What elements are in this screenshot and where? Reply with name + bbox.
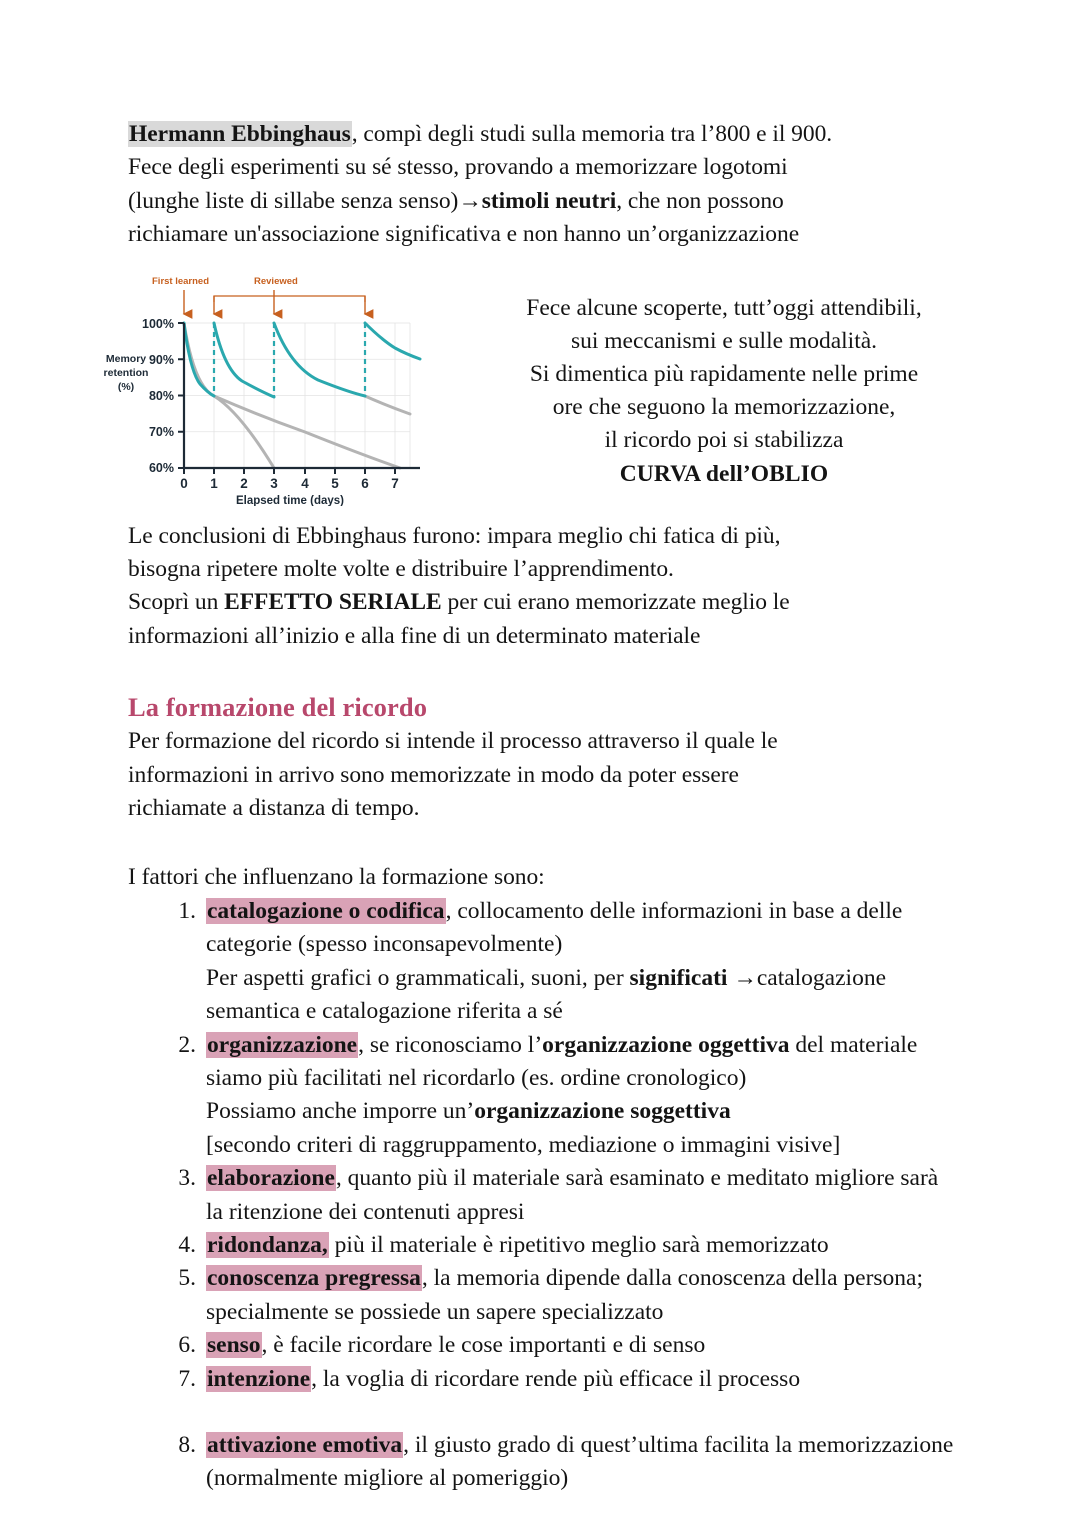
concl-line1: Le conclusioni di Ebbinghaus furono: impara meglio chi fatica di più, (128, 522, 781, 549)
concl-line2: bisogna ripetere molte volte e distribuire l’apprendimento. (128, 556, 674, 583)
side-line3: Si dimentica più rapidamente nelle prime (529, 361, 919, 388)
factor-term: senso (207, 1332, 261, 1359)
organizzazione-soggettiva-bold: organizzazione soggettiva (474, 1098, 731, 1125)
concl-line3-a: Scoprì un (128, 589, 225, 616)
section-body-line3: richiamate a distanza di tempo. (128, 795, 420, 822)
factor-term: elaborazione (207, 1165, 335, 1192)
list-item (128, 1429, 960, 1496)
factor-term: ridondanza, (207, 1231, 328, 1258)
chart-gridlines (184, 323, 410, 468)
section-body-line1: Per formazione del ricordo si intende il processo attraverso il quale le (128, 728, 778, 755)
organizzazione-oggettiva-bold: organizzazione oggettiva (542, 1031, 790, 1058)
factors-list (128, 895, 960, 1496)
annotation-reviewed: Reviewed (254, 275, 298, 287)
factor-term: attivazione emotiva (207, 1431, 403, 1458)
factors-intro: I fattori che influenzano la formazione sono: (128, 864, 545, 891)
factor-rest: , la voglia di ricordare rende più efficace il processo (311, 1365, 801, 1392)
list-item (128, 1329, 960, 1362)
factor-rest: , è facile ricordare le cose importanti e di senso (261, 1332, 706, 1359)
svg-text:6: 6 (361, 475, 369, 491)
list-item (128, 895, 960, 1029)
concl-line4: informazioni all’inizio e alla fine di un determinato materiale (128, 622, 701, 649)
factor-term: conoscenza pregressa (207, 1265, 421, 1292)
y-axis-tick-labels (142, 317, 174, 475)
svg-text:0: 0 (180, 475, 188, 491)
curva-oblio-label: CURVA dell’OBLIO (619, 460, 829, 487)
factor-rest: più il materiale è ripetitivo meglio sarà memorizzato (328, 1231, 829, 1258)
conclusions-paragraph (128, 520, 960, 654)
teal-curve-seg4 (365, 323, 420, 359)
svg-text:(%): (%) (117, 380, 135, 393)
page-title: La formazione del ricordo (128, 692, 428, 723)
svg-text:90%: 90% (148, 352, 174, 367)
factor-rest: , il giusto grado di quest’ultima facilita la memorizzazione (normalmente migliore al pomeriggio) (206, 1431, 954, 1492)
factor-subline (206, 1095, 960, 1128)
side-line5: il ricordo poi si stabilizza (604, 427, 844, 454)
svg-text:1: 1 (210, 475, 218, 491)
reviewed-bracket (214, 296, 365, 302)
intro-line3-b: , che non possono (616, 187, 784, 214)
list-item (128, 1029, 960, 1163)
factor-term: organizzazione (207, 1031, 358, 1058)
svg-text:100%: 100% (142, 316, 174, 331)
intro-line4: richiamare un'associazione significativa e non hanno un’organizzazione (128, 221, 800, 248)
intro-line1-rest: , compì degli studi sulla memoria tra l’800 e il 900. (351, 121, 833, 147)
list-item (128, 1262, 960, 1329)
section-body-paragraph (128, 725, 960, 825)
stimoli-neutri-bold: stimoli neutri (481, 187, 617, 214)
section-body-line2: informazioni in arrivo sono memorizzate in modo da poter essere (128, 761, 739, 788)
svg-text:5: 5 (331, 475, 339, 491)
factor-term: intenzione (207, 1365, 311, 1392)
factor-rest: , quanto più il materiale sarà esaminato e meditato migliore sarà la ritenzione dei contenuti appresi (206, 1165, 939, 1225)
svg-text:7: 7 (391, 475, 399, 491)
factor-rest-a: , se riconosciamo l’ (358, 1031, 543, 1058)
intro-line2: Fece degli esperimenti su sé stesso, provando a memorizzare logotomi (128, 154, 788, 181)
ebbinghaus-highlight: Hermann Ebbinghaus (129, 121, 351, 147)
factor-subline (206, 962, 960, 1029)
concl-line3-b: per cui erano memorizzate meglio le (441, 589, 790, 616)
list-item (128, 1162, 960, 1229)
x-axis-tick-labels (180, 476, 399, 491)
figure-and-side-text-row (103, 266, 960, 506)
forgetting-curve-chart (90, 266, 482, 506)
side-line4: ore che seguono la memorizzazione, (552, 394, 896, 421)
svg-text:2: 2 (240, 475, 248, 491)
factor-sub-a: Per aspetti grafici o grammaticali, suoni, per (206, 964, 630, 991)
gray-curve-third (365, 396, 410, 414)
intro-paragraph (128, 118, 960, 252)
side-line1: Fece alcune scoperte, tutt’oggi attendibili, (526, 294, 922, 321)
factor-rest-b: del materiale siamo più facilitati nel ricordarlo (es. ordine cronologico) (206, 1031, 918, 1091)
svg-text:retention: retention (103, 366, 149, 379)
factor-subline-2: [secondo criteri di raggruppamento, mediazione o immagini visive] (206, 1131, 841, 1158)
intro-line3-a: (lunghe liste di sillabe senza senso)→ (128, 187, 482, 214)
svg-text:80%: 80% (148, 388, 174, 403)
factor-rest: , la memoria dipende dalla conoscenza della persona; specialmente se possiede un sapere specializzato (206, 1265, 923, 1325)
svg-text:60%: 60% (148, 460, 174, 475)
side-commentary (488, 292, 960, 491)
list-item (128, 1363, 960, 1396)
svg-text:4: 4 (301, 475, 309, 491)
factor-term: catalogazione o codifica (207, 897, 445, 924)
forgetting-curve-figure (90, 266, 482, 506)
y-axis-title (104, 353, 149, 393)
side-line2: sui meccanismi e sulle modalità. (570, 327, 878, 354)
list-item (128, 1229, 960, 1262)
significati-bold: significati (629, 964, 728, 991)
factor-sub-b: →catalogazione semantica e catalogazione riferita a sé (206, 964, 886, 1025)
svg-text:Memory: Memory (105, 352, 147, 365)
review-drop-lines (214, 323, 365, 397)
factor-rest: , collocamento delle informazioni in base a delle categorie (spesso inconsapevolmente) (206, 897, 903, 958)
svg-text:70%: 70% (148, 424, 174, 439)
annotation-first-learned: First learned (152, 275, 210, 287)
factor-sub-a: Possiamo anche imporre un’ (206, 1098, 475, 1125)
svg-text:3: 3 (270, 475, 278, 491)
x-axis-title: Elapsed time (days) (235, 494, 345, 506)
effetto-seriale-bold: EFFETTO SERIALE (224, 589, 442, 616)
